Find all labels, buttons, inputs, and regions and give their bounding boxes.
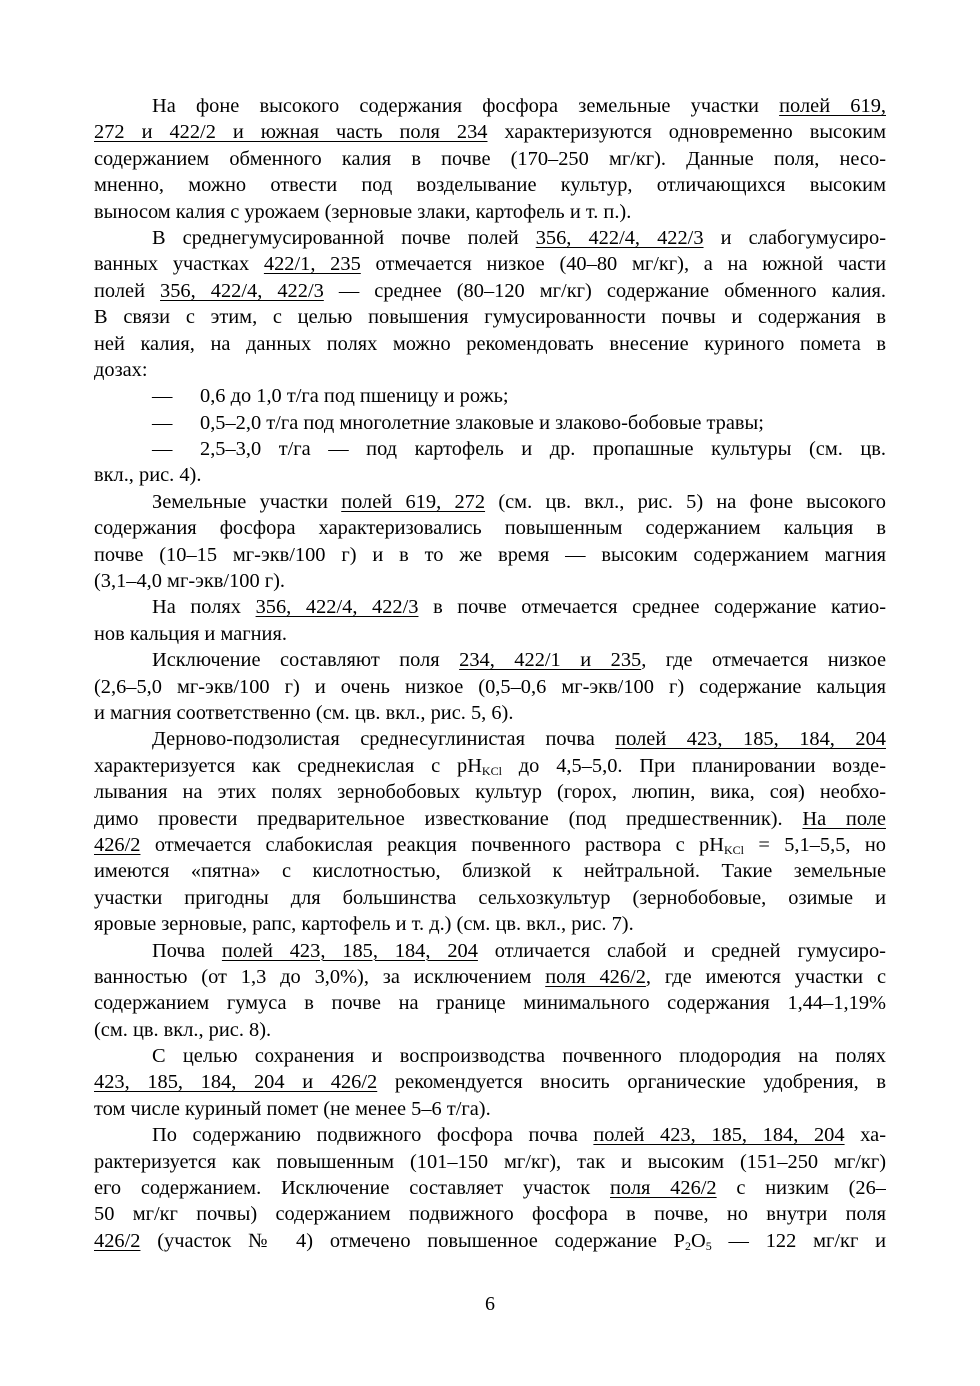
text-line: рактеризуется как повышенным (101–150 мг/кг), так и высоким (151–250 мг/кг) bbox=[94, 1150, 886, 1173]
document-body bbox=[94, 93, 886, 1254]
field-reference: 423, 185, 184, 204 и 426/2 bbox=[94, 1071, 378, 1094]
field-reference: поля 426/2 bbox=[545, 965, 646, 988]
field-reference: полей 423, 185, 184, 204 bbox=[593, 1124, 845, 1147]
text-line: (2,6–5,0 мг-экв/100 г) и очень низкое (0,5–0,6 мг-экв/100 г) содержание кальция bbox=[94, 675, 886, 698]
field-reference: поля 426/2 bbox=[610, 1177, 717, 1200]
list-item: — 2,5–3,0 т/га — под картофель и др. пропашные культуры (см. цв. bbox=[94, 436, 886, 462]
text-line: имеются «пятна» с кислотностью, близкой к нейтральной. Такие земельные bbox=[94, 860, 886, 883]
text-line: полей 356, 422/4, 422/3 — среднее (80–120 мг/кг) содержание обменного калия. bbox=[94, 279, 886, 302]
text-line: 426/2 отмечается слабокислая реакция почвенного раствора с $pH_{KCl} = 5,1-5,5$, но bbox=[94, 833, 886, 857]
text-line: В среднегумусированной почве полей 356, 422/4, 422/3 и слабогумусиро- bbox=[152, 226, 886, 249]
text-line: том числе куриный помет (не менее 5–6 т/га). bbox=[94, 1097, 491, 1120]
paragraph-8 bbox=[94, 1043, 886, 1122]
text-line: В связи с этим, с целью повышения гумусированности почвы и содержания в bbox=[94, 306, 886, 329]
text-line: Земельные участки полей 619, 272 (см. цв. вкл., рис. 5) на фоне высокого bbox=[152, 490, 886, 513]
text-line: и магния соответственно (см. цв. вкл., рис. 5, 6). bbox=[94, 701, 514, 724]
text-line: 272 и 422/2 и южная часть поля 234 характеризуются одновременно высоким bbox=[94, 121, 886, 144]
paragraph-3 bbox=[94, 489, 886, 595]
text-line: содержанием гумуса в почве на границе минимального содержания 1,44–1,19% bbox=[94, 992, 886, 1015]
paragraph-6 bbox=[94, 726, 886, 937]
text-line: вкл., рис. 4). bbox=[94, 464, 202, 487]
text-line: его содержанием. Исключение составляет участок поля 426/2 с низким (26– bbox=[94, 1177, 886, 1200]
text-line: 423, 185, 184, 204 и 426/2 рекомендуется вносить органические удобрения, в bbox=[94, 1071, 886, 1094]
text-line: (см. цв. вкл., рис. 8). bbox=[94, 1018, 272, 1041]
subscript: KCl bbox=[723, 842, 744, 857]
text-line: яровые зерновые, рапс, картофель и т. д.) (см. цв. вкл., рис. 7). bbox=[94, 913, 634, 936]
text-line: содержанием обменного калия в почве (170–250 мг/кг). Данные поля, несо- bbox=[94, 147, 886, 170]
paragraph-7 bbox=[94, 938, 886, 1044]
field-reference: полей 423, 185, 184, 204 bbox=[615, 728, 886, 751]
list-item: — 0,6 до 1,0 т/га под пшеницу и рожь; bbox=[94, 383, 886, 409]
field-reference: полей 619, 272 bbox=[341, 490, 486, 513]
text-line: Дерново-подзолистая среднесуглинистая почва полей 423, 185, 184, 204 bbox=[152, 728, 886, 751]
text-line: димо провести предварительное известкование (под предшественник). На поле bbox=[94, 807, 886, 830]
text-line: По содержанию подвижного фосфора почва полей 423, 185, 184, 204 ха- bbox=[152, 1124, 886, 1147]
paragraph-9 bbox=[94, 1122, 886, 1254]
field-reference: 422/1, 235 bbox=[263, 253, 361, 276]
dash-marker: — bbox=[152, 385, 173, 408]
text-line: ванностью (от 1,3 до 3,0%), за исключением поля 426/2, где имеются участки с bbox=[94, 965, 886, 988]
field-reference: 356, 422/4, 422/3 bbox=[160, 279, 324, 302]
text-line: мненно, можно отвести под возделывание культур, отличающихся высоким bbox=[94, 174, 886, 197]
field-reference: полей 619, bbox=[779, 95, 886, 117]
text-line: участки пригодны для большинства сельхозкультур (зернобобовые, озимые и bbox=[94, 886, 886, 909]
dose-list bbox=[94, 383, 886, 489]
field-reference: 356, 422/4, 422/3 bbox=[535, 226, 704, 249]
field-reference: 426/2 bbox=[94, 1229, 141, 1252]
text-line: ней калия, на данных полях можно рекомендовать внесение куриного помета в bbox=[94, 332, 886, 355]
text-line: 426/2 (участок № 4) отмечено повышенное содержание $P_2O_5$ — 122 мг/кг и bbox=[94, 1229, 886, 1253]
text-line: На фоне высокого содержания фосфора земельные участки полей 619, bbox=[152, 95, 886, 117]
text-line: выносом калия с урожаем (зерновые злаки, картофель и т. п.). bbox=[94, 200, 632, 223]
field-reference: 234, 422/1 и 235 bbox=[459, 649, 642, 672]
paragraph-5 bbox=[94, 647, 886, 726]
text-line: (3,1–4,0 мг-экв/100 г). bbox=[94, 570, 286, 593]
text-line: характеризуется как среднекислая с $pH_{KCl}$ до 4,5–5,0. При планировании возде- bbox=[94, 754, 886, 778]
dash-marker: — bbox=[152, 438, 173, 461]
list-item: — 0,5–2,0 т/га под многолетние злаковые и злаково-бобовые травы; bbox=[94, 410, 886, 436]
subscript: KCl bbox=[481, 763, 502, 778]
text-line: нов кальция и магния. bbox=[94, 622, 287, 645]
paragraph-1 bbox=[94, 93, 886, 225]
text-line: Исключение составляют поля 234, 422/1 и 235, где отмечается низкое bbox=[152, 649, 886, 672]
field-reference: 426/2 bbox=[94, 833, 141, 856]
text-line: лывания на этих полях зернобобовых культур (горох, люпин, вика, соя) необхо- bbox=[94, 781, 886, 804]
field-reference: 272 и 422/2 и южная часть поля 234 bbox=[94, 121, 488, 144]
text-line: 50 мг/кг почвы) содержанием подвижного фосфора в почве, но внутри поля bbox=[94, 1203, 886, 1226]
field-reference: 356, 422/4, 422/3 bbox=[255, 596, 419, 619]
subscript: 2 bbox=[685, 1238, 692, 1253]
text-line: ванных участках 422/1, 235 отмечается низкое (40–80 мг/кг), а на южной части bbox=[94, 253, 886, 276]
paragraph-2 bbox=[94, 225, 886, 383]
text-line: дозах: bbox=[94, 358, 148, 381]
page-number: 6 bbox=[485, 1293, 495, 1315]
text-line: Почва полей 423, 185, 184, 204 отличается слабой и средней гумусиро- bbox=[152, 939, 886, 962]
text-line: На полях 356, 422/4, 422/3 в почве отмечается среднее содержание катио- bbox=[152, 596, 886, 619]
dash-marker: — bbox=[152, 411, 173, 434]
subscript: 5 bbox=[705, 1238, 712, 1253]
text-line: содержания фосфора характеризовались повышенным содержанием кальция в bbox=[94, 517, 886, 540]
field-reference: На поле bbox=[802, 807, 886, 830]
field-reference: полей 423, 185, 184, 204 bbox=[221, 939, 478, 962]
paragraph-4 bbox=[94, 594, 886, 647]
text-line: почве (10–15 мг-экв/100 г) и в то же время — высоким содержанием магния bbox=[94, 543, 886, 566]
text-line: С целью сохранения и воспроизводства почвенного плодородия на полях bbox=[152, 1045, 886, 1068]
